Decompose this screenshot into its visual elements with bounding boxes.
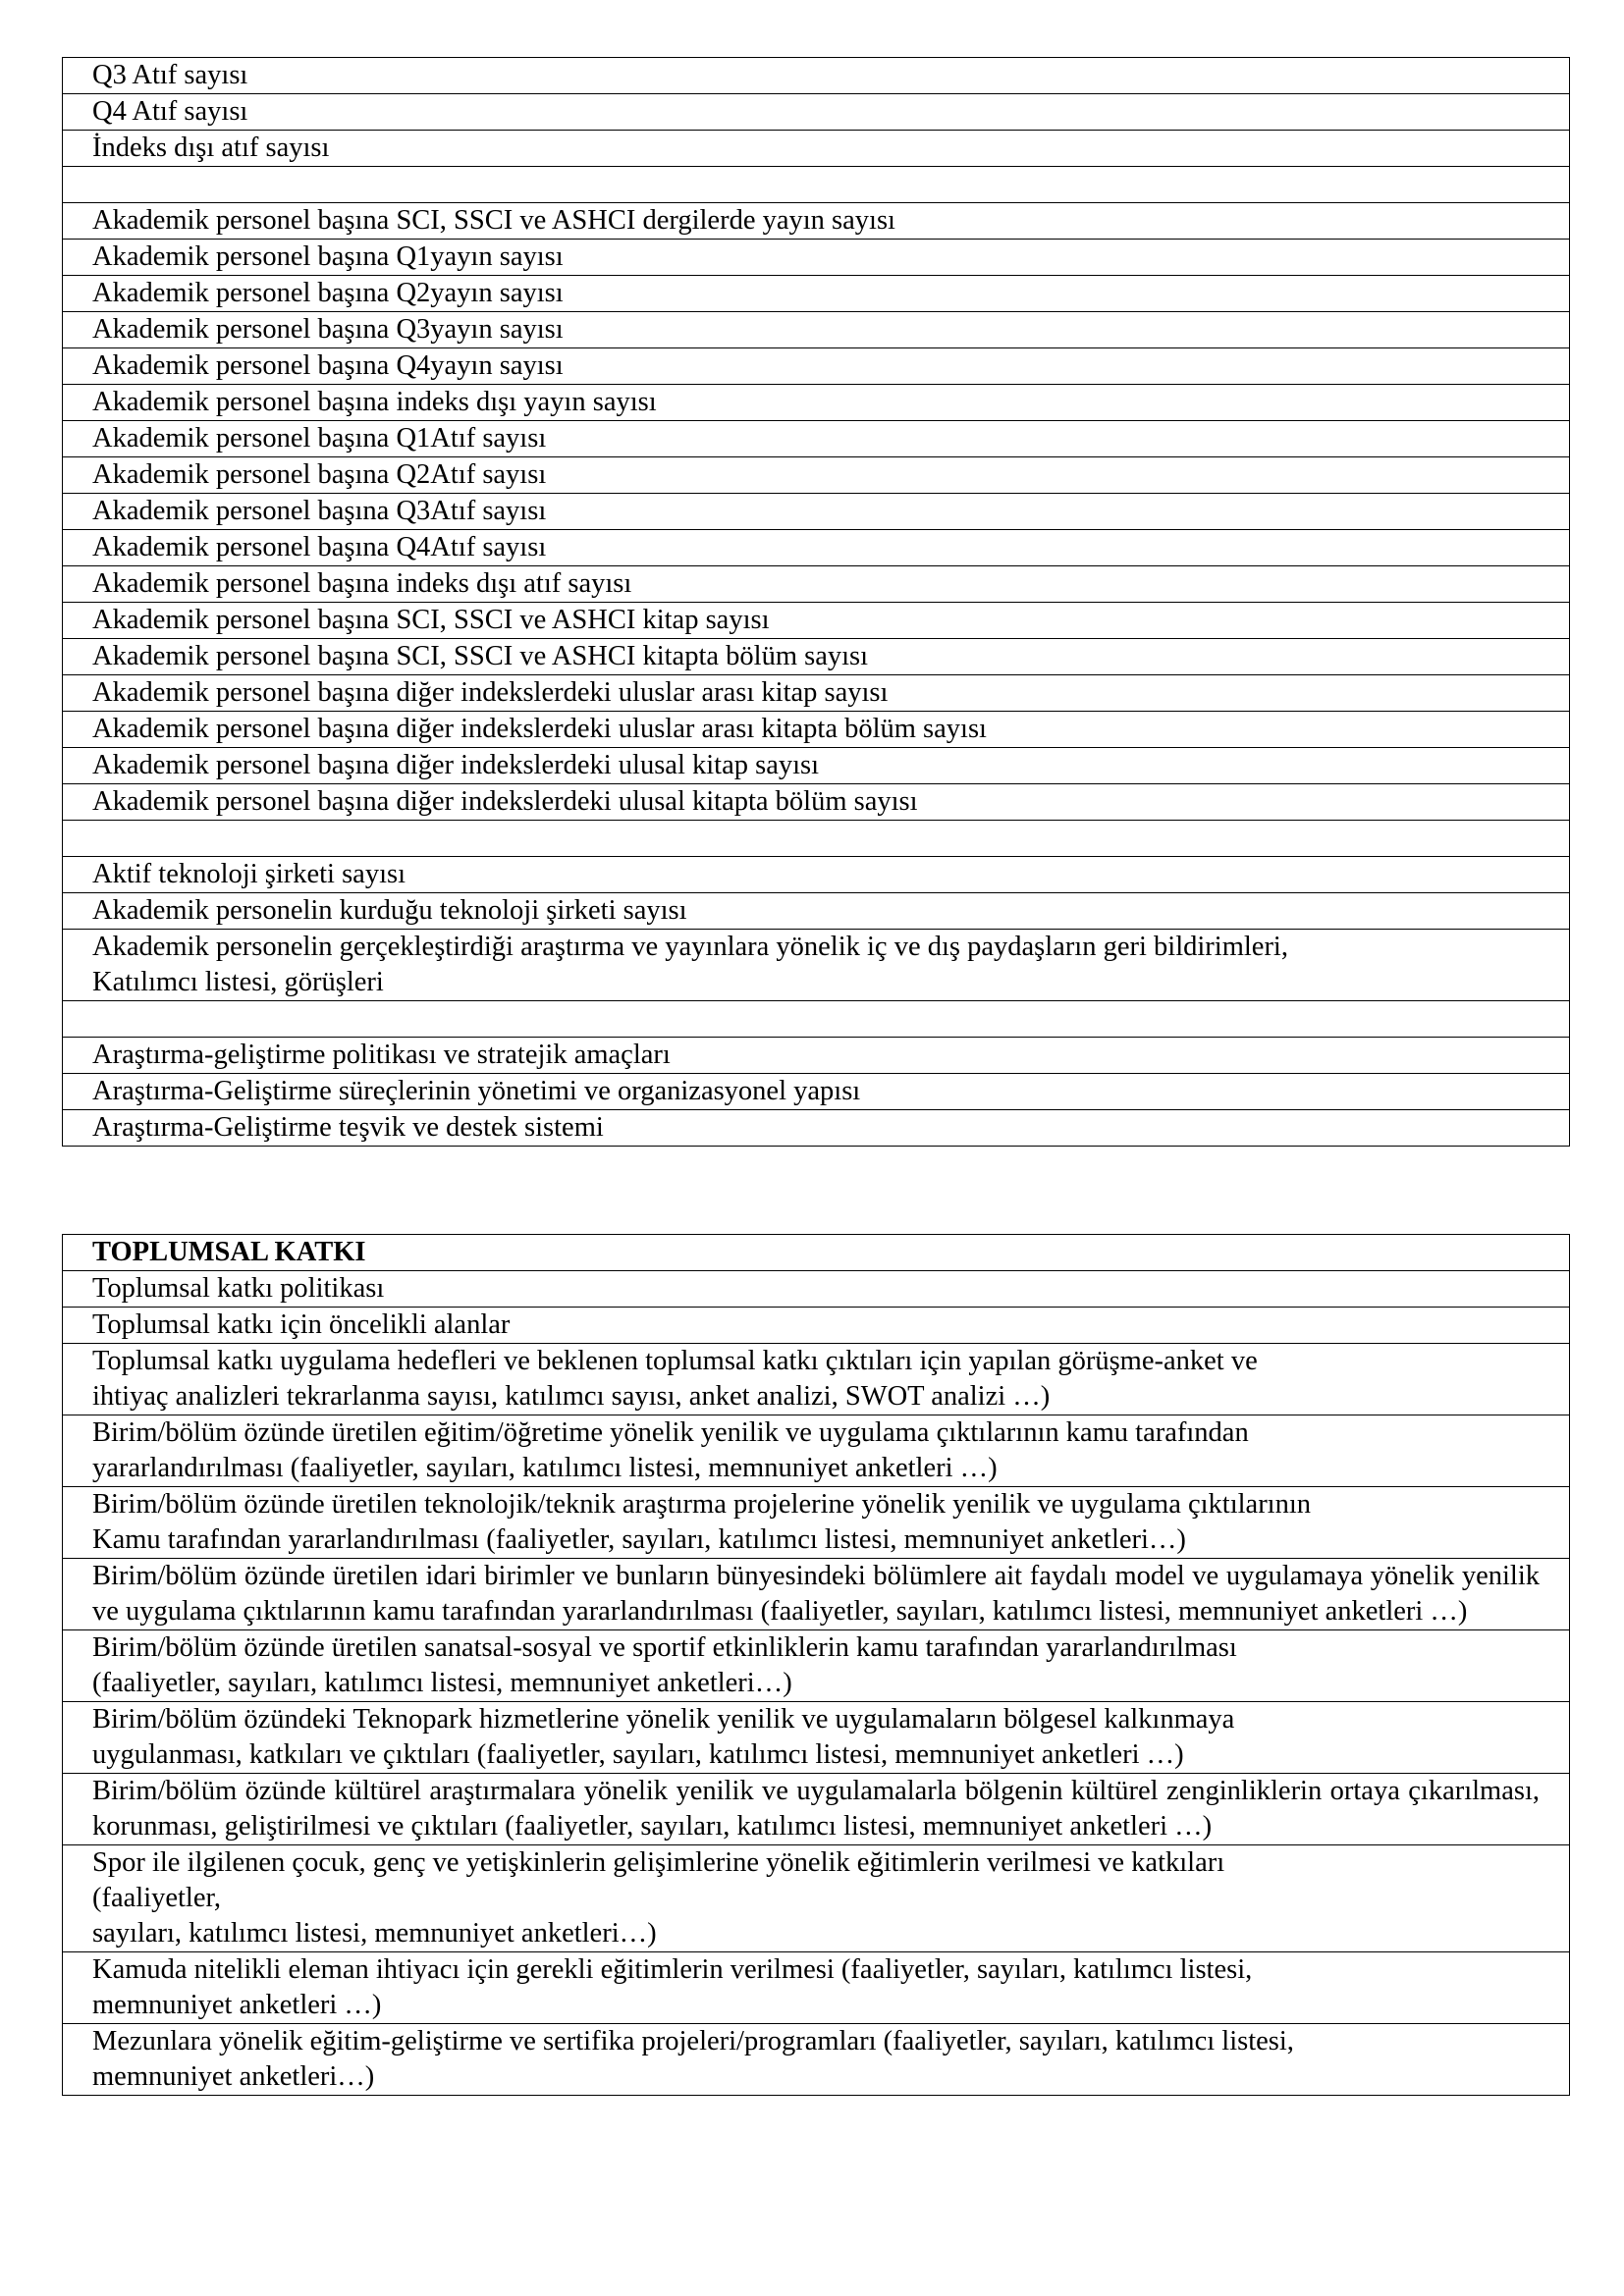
table-row <box>63 1702 1570 1774</box>
table-cell: Birim/bölüm özünde üretilen idari birimler ve bunların bünyesindeki bölümlere ait faydalı model ve uygulamaya yönelik yenilik ve uygulama çıktılarının kamu tarafından yararlandırılması (faaliyetler, sayıları, katılımcı listesi, memnuniyet anketleri …) <box>63 1559 1570 1630</box>
social-contribution-table <box>62 1234 1570 2096</box>
table-row <box>63 1110 1570 1147</box>
table-cell: Birim/bölüm özünde kültürel araştırmalara yönelik yenilik ve uygulamalarla bölgenin kültürel zenginliklerin ortaya çıkarılması, korunması, geliştirilmesi ve çıktıları (faaliyetler, sayıları, katılımcı listesi, memnuniyet anketleri …) <box>63 1774 1570 1845</box>
research-table-body <box>63 58 1570 1147</box>
table-row <box>63 893 1570 930</box>
table-row <box>63 603 1570 639</box>
table-cell: Toplumsal katkı politikası <box>63 1271 1570 1308</box>
table-cell: Akademik personel başına diğer indekslerdeki ulusal kitapta bölüm sayısı <box>63 784 1570 821</box>
table-row <box>63 421 1570 457</box>
table-row <box>63 494 1570 530</box>
research-indicators-table <box>62 57 1570 1147</box>
table-cell: Akademik personel başına diğer indekslerdeki ulusal kitap sayısı <box>63 748 1570 784</box>
table-row <box>63 58 1570 94</box>
table-row <box>63 1074 1570 1110</box>
table-row <box>63 784 1570 821</box>
table-row <box>63 712 1570 748</box>
table-cell: Akademik personel başına Q2yayın sayısı <box>63 276 1570 312</box>
table-cell: Q4 Atıf sayısı <box>63 94 1570 131</box>
table-cell-blank <box>63 821 1570 857</box>
table-row-blank <box>63 1001 1570 1038</box>
table-cell: Toplumsal katkı için öncelikli alanlar <box>63 1308 1570 1344</box>
table-row <box>63 203 1570 240</box>
table-cell: Birim/bölüm özünde üretilen eğitim/öğretime yönelik yenilik ve uygulama çıktılarının kamu tarafından yararlandırılması (faaliyetler, sayıları, katılımcı listesi, memnuniyet anketleri …) <box>63 1415 1570 1487</box>
table-cell: Akademik personel başına Q2Atıf sayısı <box>63 457 1570 494</box>
table-cell: Akademik personel başına indeks dışı atıf sayısı <box>63 566 1570 603</box>
table-cell: Aktif teknoloji şirketi sayısı <box>63 857 1570 893</box>
table-row <box>63 1774 1570 1845</box>
table-row <box>63 385 1570 421</box>
table-cell: Mezunlara yönelik eğitim-geliştirme ve sertifika projeleri/programları (faaliyetler, sayıları, katılımcı listesi, memnuniyet anketleri…) <box>63 2024 1570 2096</box>
table-row <box>63 1559 1570 1630</box>
table-row <box>63 748 1570 784</box>
table-cell: Birim/bölüm özündeki Teknopark hizmetlerine yönelik yenilik ve uygulamaların bölgesel kalkınmaya uygulanması, katkıları ve çıktıları (faaliyetler, sayıları, katılımcı listesi, memnuniyet anketleri …) <box>63 1702 1570 1774</box>
table-row <box>63 94 1570 131</box>
table-row-blank <box>63 821 1570 857</box>
table-row <box>63 639 1570 675</box>
table-heading-row <box>63 1235 1570 1271</box>
table-row <box>63 566 1570 603</box>
table-cell: Akademik personel başına SCI, SSCI ve ASHCI dergilerde yayın sayısı <box>63 203 1570 240</box>
table-cell: Akademik personel başına Q4Atıf sayısı <box>63 530 1570 566</box>
table-row <box>63 530 1570 566</box>
table-cell: İndeks dışı atıf sayısı <box>63 131 1570 167</box>
table-cell: Birim/bölüm özünde üretilen teknolojik/teknik araştırma projelerine yönelik yenilik ve uygulama çıktılarının Kamu tarafından yararlandırılması (faaliyetler, sayıları, katılımcı listesi, memnuniyet anketleri…) <box>63 1487 1570 1559</box>
table-row <box>63 1630 1570 1702</box>
table-cell-blank <box>63 167 1570 203</box>
social-table-body <box>63 1235 1570 2096</box>
table-row <box>63 348 1570 385</box>
table-cell: Kamuda nitelikli eleman ihtiyacı için gerekli eğitimlerin verilmesi (faaliyetler, sayıları, katılımcı listesi, memnuniyet anketleri …) <box>63 1952 1570 2024</box>
table-row <box>63 312 1570 348</box>
section-heading: TOPLUMSAL KATKI <box>63 1235 1570 1271</box>
table-cell: Akademik personelin gerçekleştirdiği araştırma ve yayınlara yönelik iç ve dış paydaşların geri bildirimleri, Katılımcı listesi, görüşleri <box>63 930 1570 1001</box>
table-cell: Akademik personel başına diğer indekslerdeki uluslar arası kitapta bölüm sayısı <box>63 712 1570 748</box>
table-cell: Araştırma-Geliştirme süreçlerinin yönetimi ve organizasyonel yapısı <box>63 1074 1570 1110</box>
table-row-blank <box>63 167 1570 203</box>
table-row <box>63 1308 1570 1344</box>
table-row <box>63 1415 1570 1487</box>
table-cell: Akademik personel başına SCI, SSCI ve ASHCI kitapta bölüm sayısı <box>63 639 1570 675</box>
table-row <box>63 930 1570 1001</box>
table-cell: Akademik personelin kurduğu teknoloji şirketi sayısı <box>63 893 1570 930</box>
table-row <box>63 857 1570 893</box>
table-row <box>63 1344 1570 1415</box>
table-row <box>63 276 1570 312</box>
table-row <box>63 675 1570 712</box>
table-row <box>63 1038 1570 1074</box>
table-cell: Toplumsal katkı uygulama hedefleri ve beklenen toplumsal katkı çıktıları için yapılan görüşme-anket ve ihtiyaç analizleri tekrarlanma sayısı, katılımcı sayısı, anket analizi, SWOT analizi …) <box>63 1344 1570 1415</box>
table-cell: Spor ile ilgilenen çocuk, genç ve yetişkinlerin gelişimlerine yönelik eğitimlerin verilmesi ve katkıları (faaliyetler, sayıları, katılımcı listesi, memnuniyet anketleri…) <box>63 1845 1570 1952</box>
table-row <box>63 1271 1570 1308</box>
table-cell: Akademik personel başına SCI, SSCI ve ASHCI kitap sayısı <box>63 603 1570 639</box>
table-cell: Akademik personel başına Q1yayın sayısı <box>63 240 1570 276</box>
table-cell-blank <box>63 1001 1570 1038</box>
table-cell: Q3 Atıf sayısı <box>63 58 1570 94</box>
table-row <box>63 1845 1570 1952</box>
table-row <box>63 240 1570 276</box>
table-row <box>63 457 1570 494</box>
table-cell: Akademik personel başına indeks dışı yayın sayısı <box>63 385 1570 421</box>
table-cell: Akademik personel başına diğer indekslerdeki uluslar arası kitap sayısı <box>63 675 1570 712</box>
table-row <box>63 1952 1570 2024</box>
table-row <box>63 1487 1570 1559</box>
table-cell: Araştırma-Geliştirme teşvik ve destek sistemi <box>63 1110 1570 1147</box>
table-cell: Akademik personel başına Q3Atıf sayısı <box>63 494 1570 530</box>
table-cell: Akademik personel başına Q1Atıf sayısı <box>63 421 1570 457</box>
table-row <box>63 2024 1570 2096</box>
table-cell: Birim/bölüm özünde üretilen sanatsal-sosyal ve sportif etkinliklerin kamu tarafından yararlandırılması (faaliyetler, sayıları, katılımcı listesi, memnuniyet anketleri…) <box>63 1630 1570 1702</box>
table-cell: Akademik personel başına Q4yayın sayısı <box>63 348 1570 385</box>
table-row <box>63 131 1570 167</box>
table-cell: Araştırma-geliştirme politikası ve stratejik amaçları <box>63 1038 1570 1074</box>
table-cell: Akademik personel başına Q3yayın sayısı <box>63 312 1570 348</box>
